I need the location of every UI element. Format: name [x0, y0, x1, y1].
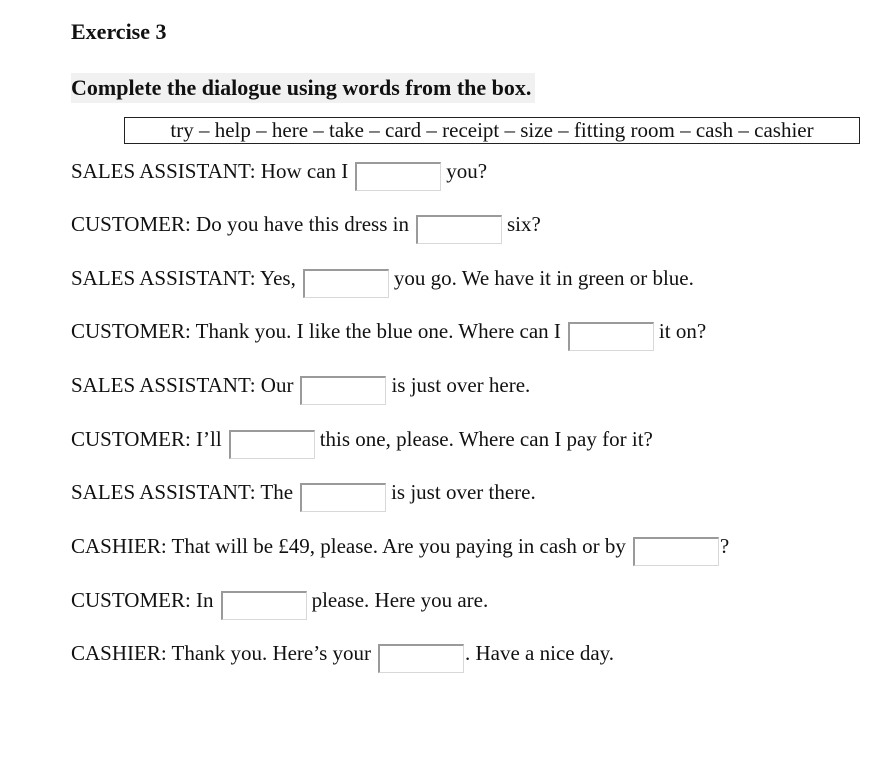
line-text-after: please. Here you are.: [311, 588, 489, 612]
dialogue-line-5: [71, 368, 530, 402]
line-text-before: CUSTOMER: Do you have this dress in: [71, 212, 409, 236]
instruction-heading: Complete the dialogue using words from the box.: [71, 73, 535, 103]
dialogue-line-7: [71, 475, 536, 509]
answer-input-1[interactable]: [355, 162, 441, 191]
dialogue-line-8: [71, 529, 729, 563]
line-text-before: CASHIER: That will be £49, please. Are you paying in cash or by: [71, 534, 626, 558]
line-text-after: you go. We have it in green or blue.: [393, 266, 694, 290]
dialogue-line-4: [71, 314, 706, 348]
answer-input-10[interactable]: [378, 644, 464, 673]
dialogue-line-1: [71, 154, 487, 188]
line-text-after: it on?: [658, 319, 707, 343]
line-text-before: CASHIER: Thank you. Here’s your: [71, 641, 371, 665]
line-text-after: . Have a nice day.: [465, 641, 615, 665]
line-text-after: ?: [719, 534, 730, 558]
line-text-after: six?: [506, 212, 541, 236]
answer-input-8[interactable]: [633, 537, 719, 566]
answer-input-3[interactable]: [303, 269, 389, 298]
line-text-after: is just over here.: [391, 373, 531, 397]
dialogue-line-10: [71, 636, 614, 670]
line-text-before: CUSTOMER: Thank you. I like the blue one. Where can I: [71, 319, 561, 343]
answer-input-5[interactable]: [300, 376, 386, 405]
line-text-after: you?: [446, 159, 488, 183]
line-text-after: this one, please. Where can I pay for it?: [319, 427, 653, 451]
exercise-title: Exercise 3: [71, 19, 167, 44]
line-text-before: SALES ASSISTANT: Yes,: [71, 266, 296, 290]
dialogue-line-2: [71, 207, 541, 241]
answer-input-4[interactable]: [568, 322, 654, 351]
answer-input-6[interactable]: [229, 430, 315, 459]
answer-input-2[interactable]: [416, 215, 502, 244]
dialogue-line-6: [71, 422, 653, 456]
line-text-before: CUSTOMER: In: [71, 588, 214, 612]
line-text-before: SALES ASSISTANT: How can I: [71, 159, 349, 183]
answer-input-9[interactable]: [221, 591, 307, 620]
dialogue-line-3: [71, 261, 694, 295]
line-text-before: CUSTOMER: I’ll: [71, 427, 222, 451]
line-text-after: is just over there.: [391, 480, 536, 504]
dialogue-line-9: [71, 583, 488, 617]
word-bank-box: try – help – here – take – card – receipt – size – fitting room – cash – cashier: [124, 117, 860, 144]
line-text-before: SALES ASSISTANT: The: [71, 480, 294, 504]
line-text-before: SALES ASSISTANT: Our: [71, 373, 294, 397]
answer-input-7[interactable]: [300, 483, 386, 512]
